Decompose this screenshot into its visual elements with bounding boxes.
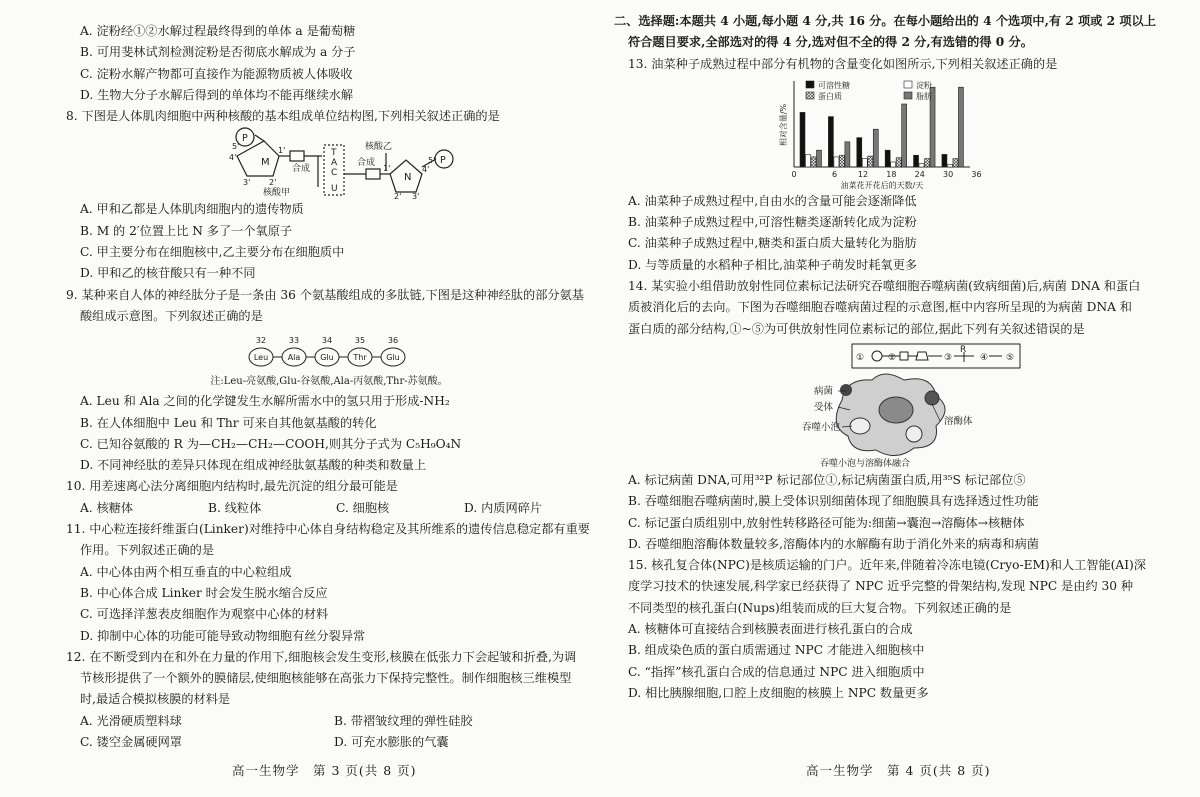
right-footer: 高一生物学 第 4 页(共 8 页) [806,763,991,778]
x-tick-label: 0 [791,169,797,179]
x-axis-label: 油菜花开花后的天数/天 [840,180,924,190]
bacterium [840,384,852,396]
q11-stem-line1: 11. 中心粒连接纤维蛋白(Linker)对维持中心体自身结构稳定及其所维系的遗传信息稳定都有重要 [66,522,590,537]
q13-chart [614,75,1146,191]
phagocytic-vesicle [850,418,870,434]
fig14-c4: ④ [980,352,989,363]
fig8-l6: 2' [394,192,402,200]
q12-options-row1 [66,711,592,732]
q13-option-b: B. 油菜种子成熟过程中,可溶性糖类逐渐转化成为淀粉 [628,215,917,230]
fig8-l3: 2' [269,178,277,188]
bar-可溶性糖-6 [800,112,805,167]
lysosome-fusion [906,426,922,442]
q13-option-a: A. 油菜种子成熟过程中,自由水的含量可能会逐渐降低 [628,193,917,208]
fig14-r: R [960,344,967,355]
fig8-l1: 4' [229,153,237,163]
q12-stem-line2: 节核形提供了一个额外的膜储层,使细胞核能够在高张力下保持完整性。制作细胞核三维模型 [80,671,572,686]
q11-option-c: C. 可选择洋葱表皮细胞作为观察中心体的材料 [80,607,329,622]
q10-option-a: A. 核糖体 [80,500,134,515]
q12-option-a: A. 光滑硬质塑料球 [80,713,182,728]
q7-option-d: D. 生物大分子水解后得到的单体均不能再继续水解 [80,87,354,102]
x-tick-label: 12 [857,169,869,179]
amino-acid-index: 35 [354,336,366,346]
amino-acid-index: 32 [255,336,267,346]
q14-stem-line1: 14. 某实验小组借助放射性同位素标记法研究吞噬细胞吞噬病菌(致病细菌)后,病菌 DNA 和蛋白 [628,279,1141,294]
fig14-c5: ⑤ [1006,352,1015,363]
section-title-line1: 二、选择题:本题共 4 小题,每小题 4 分,共 16 分。在每小题给出的 4 个选项中,有 2 项或 2 项以上 [614,14,1156,28]
q14-stem-line3: 蛋白质的部分结构,①~⑤为可供放射性同位素标记的部位,据此下列有关叙述错误的是 [628,321,1085,336]
fig8-base-a: A [331,158,338,169]
q9-option-b: B. 在人体细胞中 Leu 和 Thr 可来自其他氨基酸的转化 [80,415,377,430]
legend-label: 蛋白质 [818,91,842,101]
base-box-n [366,169,380,179]
q8-option-c: C. 甲主要分布在细胞核中,乙主要分布在细胞质中 [80,245,345,260]
x-tick-label: 36 [971,169,982,179]
left-page [66,0,592,753]
q7-option-c: C. 淀粉水解产物都可直接作为能源物质被人体吸收 [80,66,353,81]
x-tick-label: 30 [943,169,954,179]
q9-option-d: D. 不同神经肽的差异只体现在组成神经肽氨基酸的种类和数量上 [80,458,427,473]
amino-acid-name: Ala [287,353,301,363]
legend-swatch [904,81,912,88]
fig14-caption: 吞噬小泡与溶酶体融合 [820,458,911,469]
q15-option-a: A. 核糖体可直接结合到核膜表面进行核孔蛋白的合成 [628,622,913,637]
amino-acid-name: Glu [320,353,334,363]
fig14-c3: ③ [944,352,953,363]
left-footer: 高一生物学 第 3 页(共 8 页) [232,763,417,778]
q9-stem-line2: 酸组成示意图。下列叙述正确的是 [80,308,263,323]
bar-可溶性糖-24 [885,150,890,167]
bar-淀粉-12 [834,157,839,167]
q15-option-b: B. 组成染色质的蛋白质需通过 NPC 才能进入细胞核中 [628,643,925,658]
fig8-base-c: C [331,168,338,179]
bar-可溶性糖-12 [828,116,833,166]
q9-option-a: A. Leu 和 Ala 之间的化学键发生水解所需水中的氢只用于形成-NH₂ [80,394,450,409]
fig8-l2: 3' [243,178,251,188]
fig8-chain-m: 核酸甲 [263,188,291,199]
q13-option-d: D. 与等质量的水稻种子相比,油菜种子萌发时耗氧更多 [628,257,918,272]
q12-stem-line1: 12. 在不断受到内在和外在力量的作用下,细胞核会发生变形,核膜在低张力下会起皱和折叠,为调 [66,649,577,664]
bar-蛋白质-30 [925,158,930,166]
x-tick-label: 24 [914,169,925,179]
amino-acid-name: Thr [353,353,367,363]
fig14-c2: ② [888,352,897,363]
q10-options [66,498,592,519]
q12-option-b: B. 带褶皱纹理的弹性硅胶 [334,713,473,728]
bar-脂肪-12 [845,142,850,167]
bar-可溶性糖-36 [942,154,947,167]
q10-option-c: C. 细胞核 [336,500,390,515]
fig14-c1: ① [856,352,865,363]
q8-nucleotide-figure [66,127,592,199]
bar-脂肪-24 [902,104,907,167]
label-bingjun: 病菌 [814,385,834,397]
label-tunshi: 吞噬小泡 [802,421,841,433]
bar-淀粉-36 [947,164,952,167]
legend-swatch [806,81,814,88]
q8-option-a: A. 甲和乙都是人体肌肉细胞内的遗传物质 [80,202,304,217]
bar-可溶性糖-18 [857,137,862,166]
fig8-p-left: P [242,133,248,145]
fig8-l7: 3' [412,192,420,200]
bar-蛋白质-24 [896,158,901,167]
q9-stem-line1: 9. 某种来自人体的神经肽分子是一条由 36 个氨基酸组成的多肽链,下图是这种神经肽的部分氨基 [66,287,584,302]
fig8-base-t: T [331,148,337,159]
q9-note: 注:Leu-亮氨酸,Glu-谷氨酸,Ala-丙氨酸,Thr-苏氨酸。 [210,376,448,388]
amino-acid-name: Glu [386,353,400,363]
q10-stem: 10. 用差速离心法分离细胞内结构时,最先沉淀的组分最可能是 [66,479,398,494]
q15-option-d: D. 相比胰腺细胞,口腔上皮细胞的核膜上 NPC 数量更多 [628,685,929,700]
bar-脂肪-36 [958,87,963,167]
label-rongmeiti: 溶酶体 [944,415,973,427]
q14-phagocyte-figure [614,340,1146,470]
lysosome [925,391,939,405]
fig8-chain-n: 核酸乙 [365,142,393,153]
bar-脂肪-18 [873,129,878,167]
q8-stem: 8. 下图是人体肌肉细胞中两种核酸的基本组成单位结构图,下列相关叙述正确的是 [66,109,500,124]
fig8-p-right: P [440,155,446,167]
q15-stem-line3: 不同类型的核孔蛋白(Nups)组装而成的巨大复合物。下列叙述正确的是 [628,600,1012,615]
q15-option-c: C. “指挥”核孔蛋白合成的信息通过 NPC 进入细胞质中 [628,664,925,679]
fig8-base-u: U [331,184,338,195]
bar-蛋白质-12 [839,155,844,167]
legend-label: 淀粉 [916,80,932,90]
right-page [614,0,1156,704]
q14-option-d: D. 吞噬细胞溶酶体数量较多,溶酶体内的水解酶有助于消化外来的病毒和病菌 [628,536,1039,551]
q10-option-d: D. 内质网碎片 [464,500,543,515]
bar-淀粉-6 [806,154,811,167]
q7-option-a: A. 淀粉经①②水解过程最终得到的单体 a 是葡萄糖 [80,24,356,38]
q8-option-b: B. M 的 2′位置上比 N 多了一个氧原子 [80,223,293,238]
y-axis-label: 相对含量/% [779,103,788,147]
q11-stem-line2: 作用。下列叙述正确的是 [80,543,215,558]
q11-option-a: A. 中心体由两个相互垂直的中心粒组成 [80,564,292,579]
fig8-l8: 4' [422,165,430,175]
amino-acid-index: 36 [387,336,399,346]
q12-option-d: D. 可充水膨胀的气囊 [334,735,449,750]
bar-脂肪-6 [817,150,822,167]
q13-option-c: C. 油菜种子成熟过程中,糖类和蛋白质大量转化为脂肪 [628,236,917,251]
q9-peptide-figure [66,327,592,373]
q11-option-b: B. 中心体合成 Linker 时会发生脱水缩合反应 [80,585,328,600]
q7-option-b: B. 可用斐林试剂检测淀粉是否彻底水解成为 a 分子 [80,45,356,60]
legend-swatch [806,92,814,99]
q15-stem-line1: 15. 核孔复合体(NPC)是核质运输的门户。近年来,伴随着冷冻电镜(Cryo-EM)和人工智能(AI)深 [628,558,1146,573]
fig8-l0: 5' [232,142,240,152]
q14-option-c: C. 标记蛋白质组别中,放射性转移路径可能为:细菌→囊泡→溶酶体→核糖体 [628,515,1025,530]
section-title-line2: 符合题目要求,全部选对的得 4 分,选对但不全的得 2 分,有选错的得 0 分。 [628,35,1033,50]
q10-option-b: B. 线粒体 [208,500,262,515]
q9-option-c: C. 已知谷氨酸的 R 为—CH₂—CH₂—COOH,则其分子式为 C₅H₉O₄N [80,436,462,451]
q15-stem-line2: 度学习技术的快速发展,科学家已经获得了 NPC 近乎完整的骨架结构,发现 NPC 是由约 30 种 [628,579,1134,594]
nucleus [879,397,913,423]
fig8-m: M [261,157,270,169]
fig8-n: N [404,172,412,184]
bar-可溶性糖-30 [914,155,919,167]
legend-label: 脂肪 [916,91,932,101]
bar-蛋白质-6 [811,157,816,167]
q12-stem-line3: 时,最适合模拟核膜的材料是 [80,692,231,707]
q11-option-d: D. 抑制中心体的功能可能导致动物细胞有丝分裂异常 [80,628,366,643]
amino-acid-index: 34 [321,336,333,346]
amino-acid-name: Leu [253,353,269,363]
bar-蛋白质-18 [868,156,873,167]
q13-stem: 13. 油菜种子成熟过程中部分有机物的含量变化如图所示,下列相关叙述正确的是 [628,56,1058,71]
x-tick-label: 6 [832,169,838,179]
legend-label: 可溶性糖 [818,80,850,90]
q12-options-row2 [66,732,592,753]
bar-淀粉-24 [891,162,896,167]
x-tick-label: 18 [886,169,897,179]
q8-option-d: D. 甲和乙的核苷酸只有一种不同 [80,266,256,281]
bar-淀粉-18 [862,158,867,166]
fig8-l5: 1' [383,164,391,174]
base-box-m [290,151,304,161]
q12-option-c: C. 镂空金属硬网罩 [80,735,182,750]
bar-蛋白质-36 [953,158,958,166]
amino-acid-index: 33 [288,336,300,346]
q14-stem-line2: 质被消化后的去向。下图为吞噬细胞吞噬病菌过程的示意图,框中内容所呈现的为病菌 DNA 和 [628,300,1132,315]
legend-swatch [904,92,912,99]
fig8-l9: 5' [428,156,436,166]
fig8-l4: 1' [278,146,286,156]
fig8-hecheng-left: 合成 [292,164,311,175]
fig8-hecheng-right: 合成 [357,158,376,169]
q14-option-a: A. 标记病菌 DNA,可用³²P 标记部位①,标记病菌蛋白质,用³⁵S 标记部位⑤ [628,472,1026,487]
label-shouti: 受体 [814,401,834,413]
bar-淀粉-30 [919,164,924,167]
q14-option-b: B. 吞噬细胞吞噬病菌时,膜上受体识别细菌体现了细胞膜具有选择透过性功能 [628,494,1039,509]
